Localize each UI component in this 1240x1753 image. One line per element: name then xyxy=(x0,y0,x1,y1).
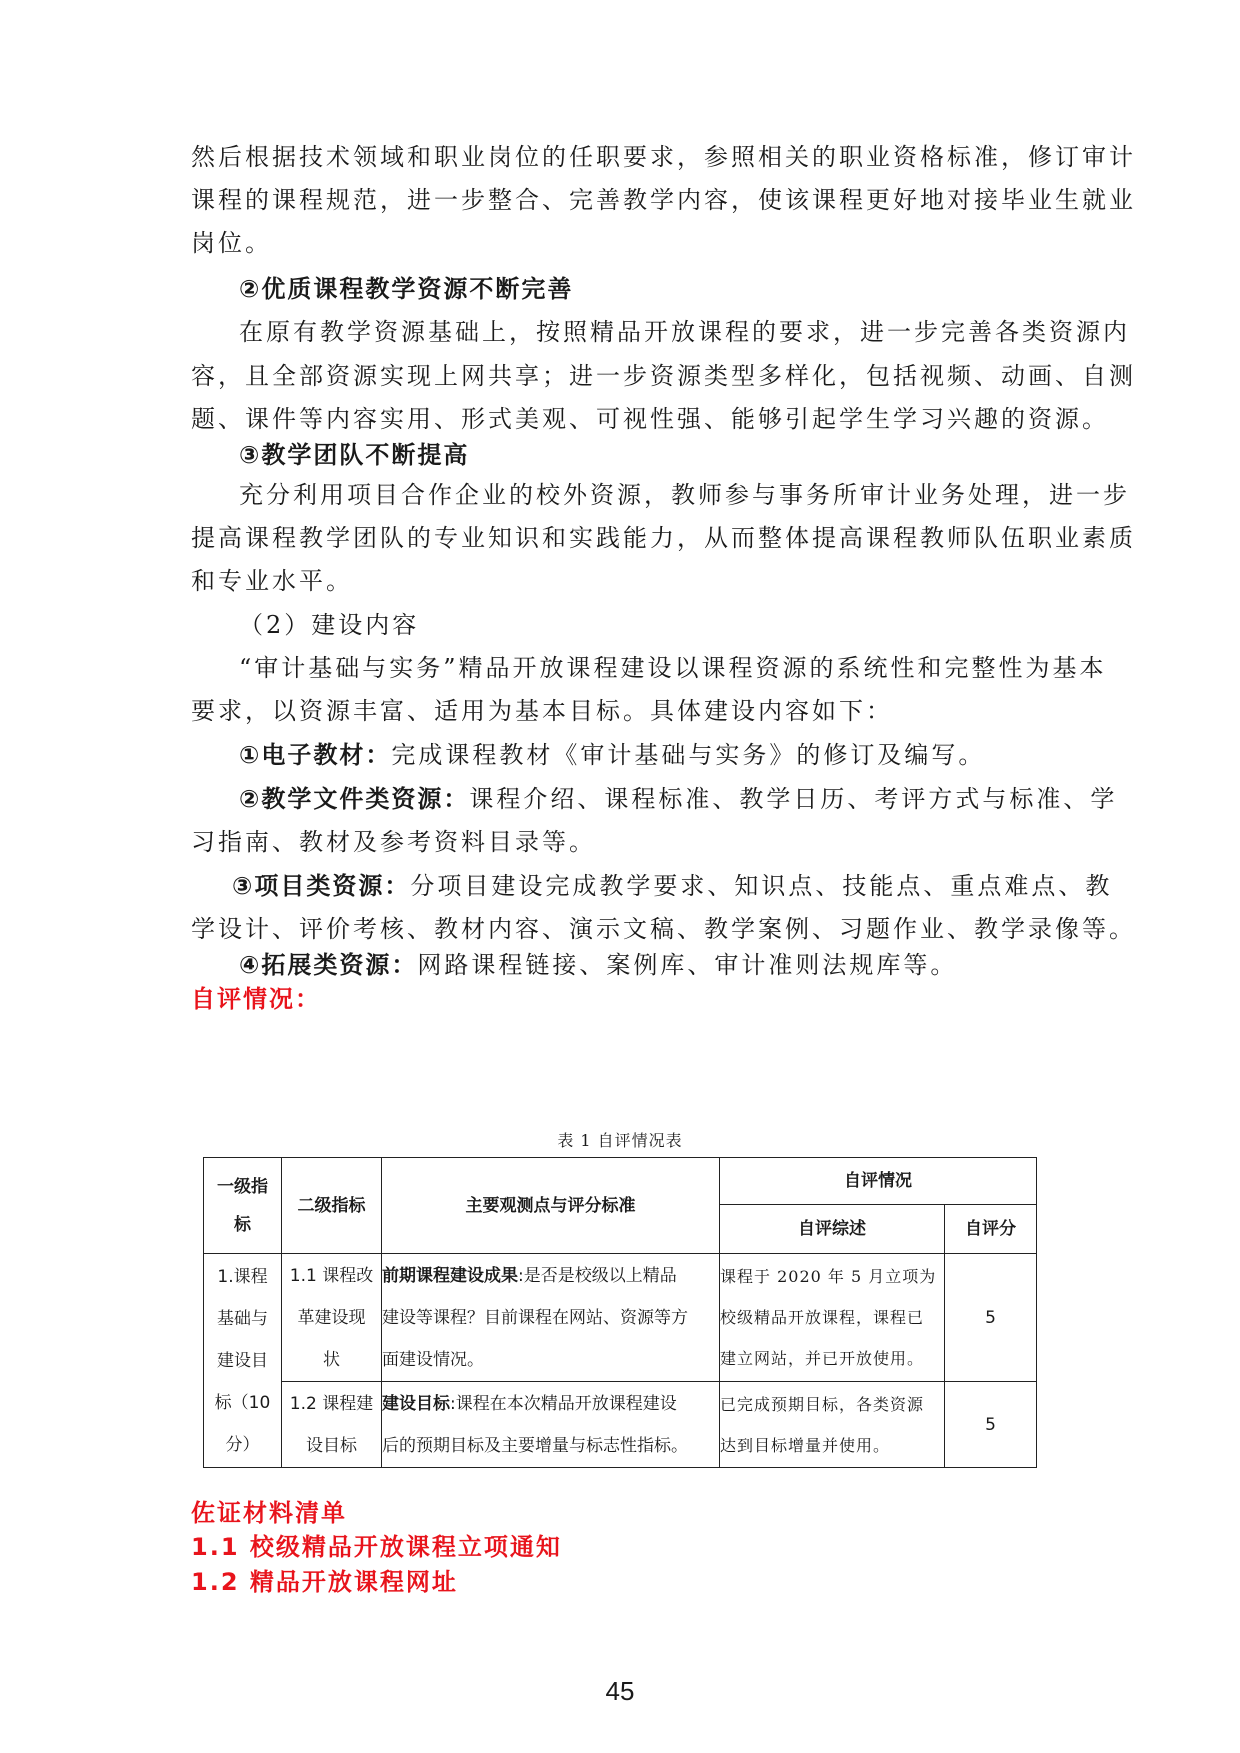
para3-line-3: 和专业水平。 xyxy=(191,567,353,595)
para4-line-2: 要求，以资源丰富、适用为基本目标。具体建设内容如下： xyxy=(191,697,893,725)
evidence-item-2: 1.2 精品开放课程网址 xyxy=(191,1568,458,1596)
item-3-continued: 学设计、评价考核、教材内容、演示文稿、教学案例、习题作业、教学录像等。 xyxy=(191,915,1136,943)
evidence-heading: 佐证材料清单 xyxy=(191,1499,347,1527)
summary-cell-1: 课程于 2020 年 5 月立项为 校级精品开放课程，课程已 建立网站，并已开放使用。 xyxy=(720,1254,945,1382)
header-self-eval: 自评情况 xyxy=(720,1158,1037,1205)
self-eval-table xyxy=(203,1157,1037,1468)
item-2-label: ②教学文件类资源： xyxy=(239,785,470,813)
header-summary: 自评综述 xyxy=(720,1205,945,1254)
item-teaching-docs xyxy=(239,784,1117,814)
item-1-label: ①电子教材： xyxy=(239,741,392,769)
evidence-item-1: 1.1 校级精品开放课程立项通知 xyxy=(191,1533,562,1561)
self-eval-heading: 自评情况： xyxy=(191,985,321,1013)
header-level2: 二级指标 xyxy=(282,1158,382,1254)
para2-line-1: 在原有教学资源基础上，按照精品开放课程的要求，进一步完善各类资源内 xyxy=(239,318,1130,346)
table-caption: 表 1 自评情况表 xyxy=(557,1131,683,1150)
para2-line-2: 容，且全部资源实现上网共享；进一步资源类型多样化，包括视频、动画、自测 xyxy=(191,362,1136,390)
body-line-2: 课程的课程规范，进一步整合、完善教学内容，使该课程更好地对接毕业生就业 xyxy=(191,186,1136,214)
para4-line-1: “审计基础与实务”精品开放课程建设以课程资源的系统性和完整性为基本 xyxy=(239,654,1107,682)
score-cell-1: 5 xyxy=(945,1254,1037,1382)
summary-cell-2: 已完成预期目标，各类资源 达到目标增量并使用。 xyxy=(720,1382,945,1468)
section-construction-content: （2）建设内容 xyxy=(239,611,420,639)
level1-cell: 1.课程 基础与 建设目 标（10 分） xyxy=(204,1254,282,1468)
level2-cell-1: 1.1 课程改 革建设现 状 xyxy=(282,1254,382,1382)
page-number: 45 xyxy=(605,1676,635,1706)
item-4-text: 网路课程链接、案例库、审计准则法规库等。 xyxy=(417,951,958,979)
criteria-cell-1: 前期课程建设成果:是否是校级以上精品 建设等课程？目前课程在网站、资源等方 面建设情况。 xyxy=(382,1254,720,1382)
item-2-continued: 习指南、教材及参考资料目录等。 xyxy=(191,828,596,856)
para3-line-1: 充分利用项目合作企业的校外资源，教师参与事务所审计业务处理，进一步 xyxy=(239,481,1130,509)
subheading-quality-resources: ②优质课程教学资源不断完善 xyxy=(239,275,574,303)
para3-line-2: 提高课程教学团队的专业知识和实践能力，从而整体提高课程教师队伍职业素质 xyxy=(191,524,1136,552)
item-e-textbook xyxy=(239,740,985,770)
item-4-label: ④拓展类资源： xyxy=(239,951,418,979)
item-3-label: ③项目类资源： xyxy=(232,872,411,900)
item-2-text: 课程介绍、课程标准、教学日历、考评方式与标准、学 xyxy=(469,785,1118,813)
level2-cell-2: 1.2 课程建 设目标 xyxy=(282,1382,382,1468)
para2-line-3: 题、课件等内容实用、形式美观、可视性强、能够引起学生学习兴趣的资源。 xyxy=(191,405,1109,433)
item-project-resources xyxy=(232,871,1112,901)
item-extension-resources xyxy=(239,950,957,980)
score-cell-2: 5 xyxy=(945,1382,1037,1468)
header-score: 自评分 xyxy=(945,1205,1037,1254)
criteria-cell-2: 建设目标:课程在本次精品开放课程建设 后的预期目标及主要增量与标志性指标。 xyxy=(382,1382,720,1468)
header-level1: 一级指 标 xyxy=(204,1158,282,1254)
subheading-teaching-team: ③教学团队不断提高 xyxy=(239,441,470,469)
item-1-text: 完成课程教材《审计基础与实务》的修订及编写。 xyxy=(391,741,986,769)
header-criteria: 主要观测点与评分标准 xyxy=(382,1158,720,1254)
body-line-1: 然后根据技术领域和职业岗位的任职要求，参照相关的职业资格标准，修订审计 xyxy=(191,143,1136,171)
item-3-text: 分项目建设完成教学要求、知识点、技能点、重点难点、教 xyxy=(410,872,1113,900)
body-line-3: 岗位。 xyxy=(191,229,272,257)
